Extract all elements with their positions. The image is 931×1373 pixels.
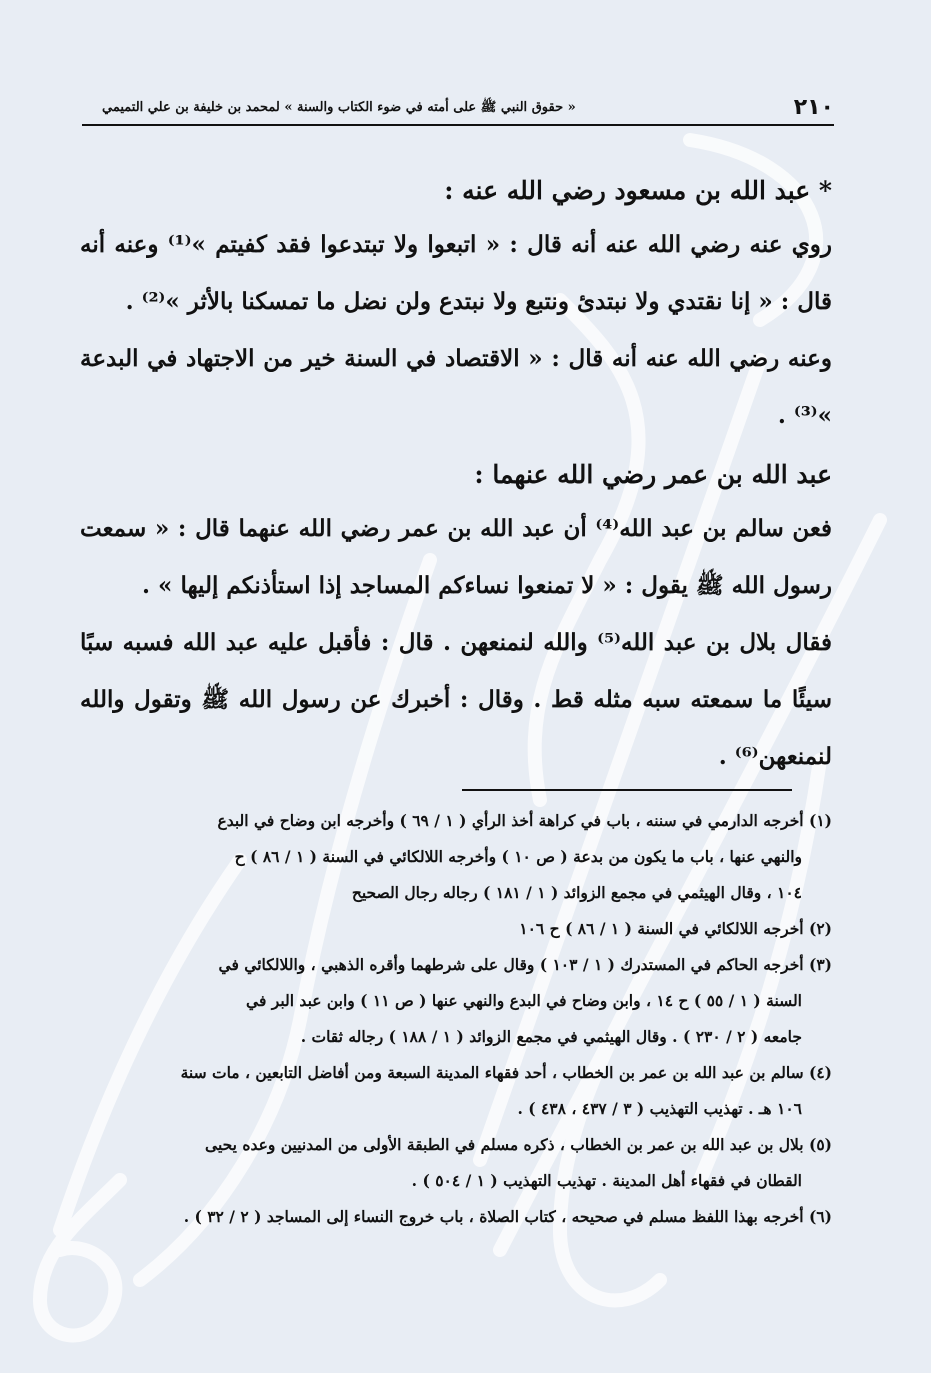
footnote-4: (٤) سالم بن عبد الله بن عمر بن الخطاب ، أحد فقهاء المدينة السبعة ومن أفاضل التابعين ، مات سنة ١٠٦ هـ . تهذيب التهذيب ( ٣ / ٤٣٧ ، ٤٣٨ ) .: [180, 1063, 832, 1118]
footnote-6: (٦) أخرجه بهذا اللفظ مسلم في صحيحه ، كتاب الصلاة ، باب خروج النساء إلى المساجد ( ٢ / ٣٢ ) .: [183, 1207, 832, 1226]
footnote-5: (٥) بلال بن عبد الله بن عمر بن الخطاب ، ذكره مسلم في الطبقة الأولى من المدنيين وعده يحيى القطان في فقهاء أهل المدينة . تهذيب التهذيب ( ١ / ٥٠٤ ) .: [205, 1135, 832, 1190]
footnote-1: (١) أخرجه الدارمي في سننه ، باب في كراهة أخذ الرأي ( ١ / ٦٩ ) وأخرجه ابن وضاح في البدع والنهي عنها ، باب ما يكون من بدعة ( ص ١٠ ) وأخرجه اللالكائي في السنة ( ١ / ٨٦ ) ح ١٠٤ ، وقال الهيثمي في مجمع الزوائد ( ١ / ١٨١ ) رجاله رجال الصحيح: [217, 811, 832, 902]
paragraph: فعن سالم بن عبد الله⁽⁴⁾ أن عبد الله بن عمر رضي الله عنهما قال : « سمعت رسول الله ﷺ يقول : « لا تمنعوا نساءكم المساجد إذا استأذنكم إليها » .: [80, 515, 833, 599]
page-number: ٢١٠: [793, 95, 834, 120]
section-heading-ibn-masud: * عبد الله بن مسعود رضي الله عنه :: [444, 176, 832, 205]
footnote-2: (٢) أخرجه اللالكائي في السنة ( ١ / ٨٦ ) ح ١٠٦: [519, 919, 832, 938]
paragraph: روي عنه رضي الله عنه أنه قال : « اتبعوا ولا تبتدعوا فقد كفيتم »⁽¹⁾ وعنه أنه قال : « إنا نقتدي ولا نبتدئ ونتبع ولا نبتدع ولن نضل ما تمسكنا بالأثر »⁽²⁾ .: [80, 231, 832, 315]
paragraph: فقال بلال بن عبد الله⁽⁵⁾ والله لنمنعهن . قال : فأقبل عليه عبد الله فسبه سبًا سيئًا ما سمعته سبه مثله قط . وقال : أخبرك عن رسول الله ﷺ وتقول والله لنمنعهن⁽⁶⁾ .: [80, 629, 832, 770]
section-heading-ibn-umar: عبد الله بن عمر رضي الله عنهما :: [474, 460, 832, 489]
footnote-separator: [462, 789, 792, 791]
main-content: [80, 166, 832, 1235]
footnote-3: (٣) أخرجه الحاكم في المستدرك ( ١ / ١٠٣ ) وقال على شرطهما وأقره الذهبي ، واللالكائي في السنة ( ١ / ٥٥ ) ح ١٤ ، وابن وضاح في البدع والنهي عنها ( ص ١١ ) وابن عبد البر في جامعه ( ٢ / ٢٣٠ ) . وقال الهيثمي في مجمع الزوائد ( ١ / ١٨٨ ) رجاله ثقات .: [218, 955, 832, 1046]
paragraph: وعنه رضي الله عنه أنه قال : « الاقتصاد في السنة خير من الاجتهاد في البدعة »⁽³⁾ .: [80, 345, 832, 429]
page-header: [82, 88, 834, 126]
footnotes: [80, 803, 832, 1235]
running-title: « حقوق النبي ﷺ على أمته في ضوء الكتاب والسنة » لمحمد بن خليفة بن علي التميمي: [102, 100, 576, 115]
